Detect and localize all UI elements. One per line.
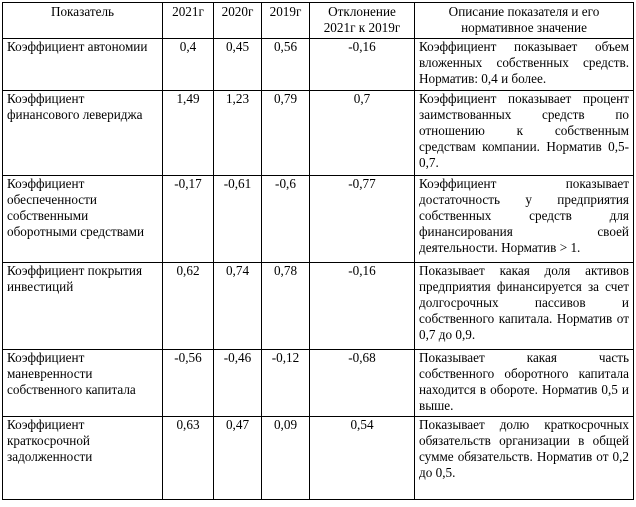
value-deviation: -0,77 xyxy=(310,176,415,263)
value-2021: 0,62 xyxy=(163,263,214,350)
indicator-description: Показывает какая доля активов предприятия финансируется за счет долгосрочных пассивов и собственного капитала. Норматив от 0,7 до 0,9. xyxy=(415,263,634,350)
indicator-description: Коэффициент показывает процент заимствованных средств по отношению к собственным средствам компании. Норматив 0,5-0,7. xyxy=(415,91,634,176)
header-deviation: Отклонение 2021г к 2019г xyxy=(310,3,415,39)
value-2019: 0,56 xyxy=(262,39,310,91)
indicator-name: Коэффициент автономии xyxy=(3,39,163,91)
header-2019: 2019г xyxy=(262,3,310,39)
indicator-name: Коэффициент маневренности собственного капитала xyxy=(3,350,163,417)
value-2019: 0,79 xyxy=(262,91,310,176)
table-row xyxy=(3,39,634,91)
table-row xyxy=(3,263,634,350)
indicator-name: Коэффициент обеспеченности собственными оборотными средствами xyxy=(3,176,163,263)
table-row xyxy=(3,417,634,500)
indicator-description: Показывает какая часть собственного оборотного капитала находится в обороте. Норматив 0,5 и выше. xyxy=(415,350,634,417)
value-deviation: 0,54 xyxy=(310,417,415,500)
value-2019: 0,09 xyxy=(262,417,310,500)
table-row xyxy=(3,91,634,176)
value-2019: -0,12 xyxy=(262,350,310,417)
value-deviation: -0,68 xyxy=(310,350,415,417)
indicator-description: Коэффициент показывает достаточность у предприятия собственных средств для финансирования своей деятельности. Норматив > 1. xyxy=(415,176,634,263)
indicator-description: Коэффициент показывает объем вложенных собственных средств. Норматив: 0,4 и более. xyxy=(415,39,634,91)
financial-ratios-table xyxy=(2,2,634,500)
value-2021: -0,56 xyxy=(163,350,214,417)
value-2020: -0,61 xyxy=(214,176,262,263)
value-2021: -0,17 xyxy=(163,176,214,263)
value-deviation: 0,7 xyxy=(310,91,415,176)
value-2020: 0,47 xyxy=(214,417,262,500)
value-2021: 1,49 xyxy=(163,91,214,176)
table-row xyxy=(3,176,634,263)
value-2019: -0,6 xyxy=(262,176,310,263)
header-description: Описание показателя и его нормативное значение xyxy=(415,3,634,39)
value-deviation: -0,16 xyxy=(310,39,415,91)
indicator-description: Показывает долю краткосрочных обязательств организации в общей сумме обязательств. Норматив от 0,2 до 0,5. xyxy=(415,417,634,500)
value-2021: 0,63 xyxy=(163,417,214,500)
value-2020: 0,45 xyxy=(214,39,262,91)
indicator-name: Коэффициент краткосрочной задолженности xyxy=(3,417,163,500)
value-2021: 0,4 xyxy=(163,39,214,91)
value-deviation: -0,16 xyxy=(310,263,415,350)
value-2019: 0,78 xyxy=(262,263,310,350)
value-2020: -0,46 xyxy=(214,350,262,417)
value-2020: 0,74 xyxy=(214,263,262,350)
table-header-row xyxy=(3,3,634,39)
header-2021: 2021г xyxy=(163,3,214,39)
value-2020: 1,23 xyxy=(214,91,262,176)
table-row xyxy=(3,350,634,417)
header-2020: 2020г xyxy=(214,3,262,39)
header-indicator: Показатель xyxy=(3,3,163,39)
indicator-name: Коэффициент покрытия инвестиций xyxy=(3,263,163,350)
indicator-name: Коэффициент финансового левериджа xyxy=(3,91,163,176)
